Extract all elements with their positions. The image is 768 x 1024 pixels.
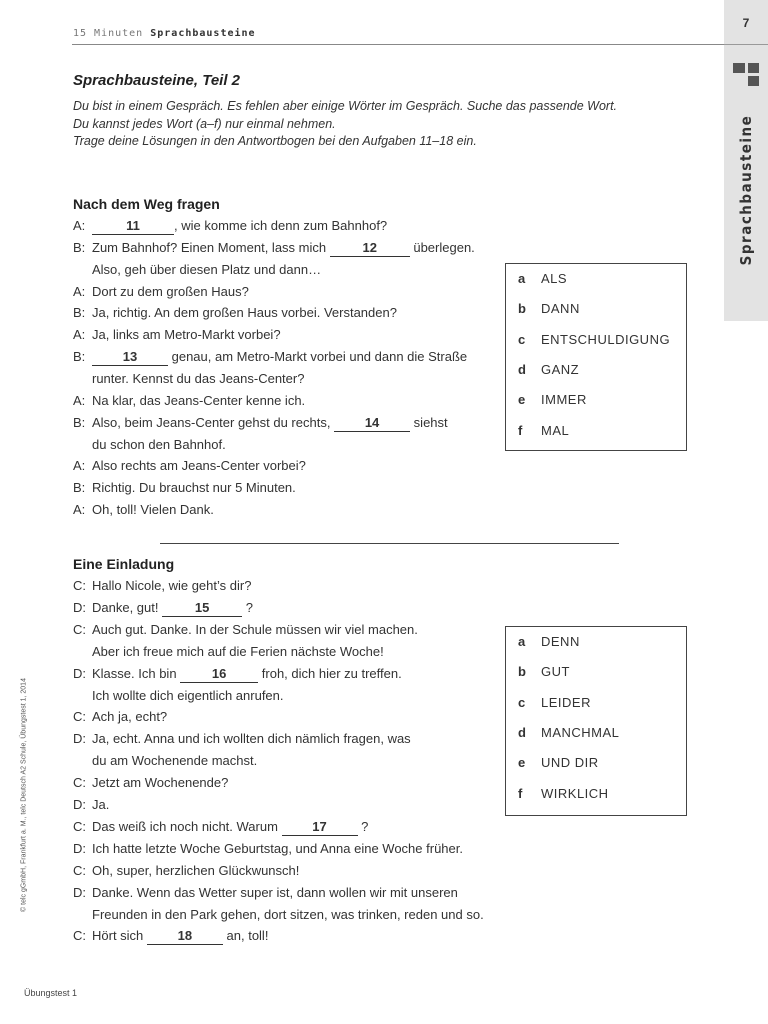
text-before-gap: Danke. Wenn das Wetter super ist, dann wollen wir mit unseren — [92, 884, 458, 900]
line-text — [92, 348, 467, 366]
section-heading-weg: Nach dem Weg fragen — [73, 196, 220, 212]
option-letter: b — [518, 664, 526, 680]
option-word: MANCHMAL — [541, 724, 620, 740]
text-before-gap: Danke, gut! — [92, 599, 163, 615]
speaker-label: D: — [73, 797, 86, 812]
speaker-label: A: — [73, 327, 86, 343]
line-text — [92, 261, 321, 279]
options-box-weg — [505, 263, 687, 451]
instruction-line: Trage deine Lösungen in den Antwortbogen bei den Aufgaben 11–18 ein. — [73, 134, 477, 148]
text-before-gap: Oh, super, herzlichen Glückwunsch! — [92, 862, 300, 878]
line-text — [92, 326, 281, 344]
option-row — [506, 298, 686, 320]
line-text — [92, 796, 109, 814]
option-word: MAL — [541, 422, 570, 438]
text-after-gap: überlegen. — [409, 239, 475, 255]
line-text — [92, 906, 484, 924]
line-text — [92, 774, 228, 792]
line-text — [92, 927, 268, 945]
option-letter: a — [518, 634, 526, 649]
option-word: UND DIR — [541, 755, 599, 771]
instructions — [73, 98, 617, 151]
side-tab-title: Sprachbausteine — [737, 114, 755, 266]
option-letter: c — [518, 331, 526, 347]
text-before-gap: du am Wochenende machst. — [92, 753, 258, 769]
text-before-gap: Aber ich freue mich auf die Ferien nächste Woche! — [92, 643, 384, 659]
text-before-gap: Ach ja, echt? — [92, 709, 168, 725]
speaker-label: A: — [73, 502, 86, 518]
option-letter: f — [518, 785, 523, 801]
line-text — [92, 599, 253, 617]
line-text — [92, 884, 458, 902]
line-text — [92, 239, 475, 257]
text-before-gap: Hallo Nicole, wie geht’s dir? — [92, 578, 252, 593]
option-row — [506, 420, 686, 442]
speaker-label: B: — [73, 349, 86, 365]
text-after-gap: ? — [357, 818, 369, 834]
speaker-label: C: — [73, 775, 86, 791]
text-before-gap: Ja, links am Metro-Markt vorbei? — [92, 327, 281, 343]
text-before-gap: Also, geh über diesen Platz und dann… — [92, 261, 322, 277]
text-before-gap: Oh, toll! Vielen Dank. — [92, 502, 214, 518]
line-text — [92, 370, 304, 388]
line-text — [92, 818, 368, 836]
option-row — [506, 359, 686, 381]
speaker-label: C: — [73, 578, 86, 593]
running-header — [73, 28, 256, 39]
side-tab — [724, 0, 768, 321]
speaker-label: D: — [73, 731, 86, 747]
text-before-gap: Auch gut. Danke. In der Schule müssen wir viel machen. — [92, 621, 418, 637]
text-after-gap: , wie komme ich denn zum Bahnhof? — [174, 218, 388, 233]
text-before-gap: Also, beim Jeans-Center gehst du rechts, — [92, 414, 335, 430]
text-before-gap: Dort zu dem großen Haus? — [92, 283, 249, 299]
text-before-gap: Na klar, das Jeans-Center kenne ich. — [92, 392, 306, 408]
option-row — [506, 722, 686, 744]
option-letter: d — [518, 361, 526, 377]
speaker-label: B: — [73, 480, 86, 496]
speaker-label: C: — [73, 928, 86, 944]
option-letter: a — [518, 271, 526, 286]
line-text — [92, 436, 226, 454]
speaker-label: B: — [73, 305, 86, 321]
line-text — [92, 392, 305, 410]
line-text — [92, 304, 397, 322]
tab-rule — [724, 44, 768, 45]
text-before-gap: Zum Bahnhof? Einen Moment, lass mich — [92, 239, 330, 255]
line-text — [92, 752, 257, 770]
instruction-line: Du bist in einem Gespräch. Es fehlen aber einige Wörter im Gespräch. Suche das passende Wort. — [73, 99, 618, 113]
section-divider — [160, 543, 619, 544]
option-word: GANZ — [541, 361, 580, 377]
option-row — [506, 783, 686, 805]
gap-blank-12: 12 — [330, 240, 410, 257]
header-prefix: 15 Minuten — [73, 28, 144, 39]
text-after-gap: ? — [242, 599, 253, 615]
page-title: Sprachbausteine, Teil 2 — [73, 72, 240, 89]
speaker-label: D: — [73, 884, 86, 900]
page-number: 7 — [742, 16, 750, 30]
line-text — [92, 501, 214, 519]
text-before-gap: Jetzt am Wochenende? — [92, 775, 229, 791]
gap-blank-11: 11 — [92, 218, 174, 235]
gap-blank-18: 18 — [147, 928, 223, 945]
option-letter: b — [518, 301, 526, 317]
line-text — [92, 665, 402, 683]
option-row — [506, 631, 686, 653]
speaker-label: C: — [73, 621, 86, 637]
option-word: LEIDER — [541, 694, 591, 710]
speaker-label: B: — [73, 239, 86, 255]
speaker-label: A: — [73, 218, 86, 233]
line-text — [92, 414, 448, 432]
speaker-label: D: — [73, 840, 86, 856]
option-word: WIRKLICH — [541, 785, 609, 801]
text-after-gap: an, toll! — [222, 928, 269, 944]
line-text — [92, 730, 411, 748]
instruction-line: Du kannst jedes Wort (a–f) nur einmal nehmen. — [73, 116, 336, 131]
text-after-gap: genau, am Metro-Markt vorbei und dann die Straße — [168, 349, 468, 365]
option-word: DENN — [541, 634, 580, 649]
line-text — [92, 457, 306, 475]
text-before-gap: Klasse. Ich bin — [92, 665, 181, 681]
text-before-gap: Ich hatte letzte Woche Geburtstag, und Anna eine Woche früher. — [92, 840, 463, 856]
option-word: IMMER — [541, 392, 587, 408]
line-text — [92, 217, 387, 235]
text-after-gap: froh, dich hier zu treffen. — [258, 665, 402, 681]
speaker-label: B: — [73, 414, 86, 430]
text-before-gap: du schon den Bahnhof. — [92, 436, 226, 452]
text-after-gap: siehst — [410, 414, 448, 430]
text-before-gap: Ja. — [92, 797, 110, 812]
option-row — [506, 661, 686, 683]
option-letter: e — [518, 392, 526, 408]
gap-blank-15: 15 — [162, 600, 242, 617]
text-before-gap: Ja, echt. Anna und ich wollten dich nämlich fragen, was — [92, 731, 411, 747]
option-letter: e — [518, 755, 526, 771]
line-text — [92, 687, 284, 705]
header-section: Sprachbausteine — [150, 28, 256, 39]
text-before-gap: Hört sich — [92, 928, 147, 944]
option-row — [506, 329, 686, 351]
option-word: GUT — [541, 664, 570, 680]
line-text — [92, 283, 249, 301]
option-word: DANN — [541, 301, 580, 317]
option-letter: d — [518, 724, 526, 740]
text-before-gap: Ich wollte dich eigentlich anrufen. — [92, 687, 284, 703]
text-before-gap: Das weiß ich noch nicht. Warum — [92, 818, 282, 834]
option-word: ALS — [541, 271, 568, 286]
header-rule — [72, 44, 724, 45]
option-letter: f — [518, 422, 523, 438]
option-row — [506, 692, 686, 714]
speaker-label: C: — [73, 818, 86, 834]
option-row — [506, 268, 686, 290]
speaker-label: C: — [73, 709, 86, 725]
text-before-gap: Richtig. Du brauchst nur 5 Minuten. — [92, 480, 296, 496]
options-box-einladung — [505, 626, 687, 816]
gap-blank-17: 17 — [282, 819, 358, 836]
text-before-gap: runter. Kennst du das Jeans-Center? — [92, 370, 305, 386]
line-text — [92, 643, 384, 661]
option-row — [506, 389, 686, 411]
option-word: ENTSCHULDIGUNG — [541, 331, 671, 347]
speaker-label: C: — [73, 862, 86, 878]
speaker-label: A: — [73, 392, 86, 408]
speaker-label: D: — [73, 665, 86, 681]
text-before-gap: Also rechts am Jeans-Center vorbei? — [92, 458, 306, 474]
line-text — [92, 862, 299, 880]
text-before-gap: Ja, richtig. An dem großen Haus vorbei. Verstanden? — [92, 305, 397, 321]
line-text — [92, 621, 418, 639]
speaker-label: A: — [73, 283, 86, 299]
copyright-notice: © telc gGmbH, Frankfurt a. M., telc Deutsch A2 Schule, Übungstest 1, 2014 — [20, 678, 28, 912]
option-letter: c — [518, 694, 526, 710]
line-text — [92, 840, 463, 858]
line-text — [92, 577, 251, 595]
option-row — [506, 752, 686, 774]
gap-blank-16: 16 — [180, 666, 258, 683]
speaker-label: D: — [73, 599, 86, 615]
line-text — [92, 708, 167, 726]
speaker-label: A: — [73, 458, 86, 474]
gap-blank-13: 13 — [92, 349, 168, 366]
text-before-gap: Freunden in den Park gehen, dort sitzen, was trinken, reden und so. — [92, 906, 484, 922]
gap-blank-14: 14 — [334, 415, 410, 432]
page-footer: Übungstest 1 — [24, 988, 78, 998]
section-heading-einladung: Eine Einladung — [73, 556, 175, 572]
line-text — [92, 479, 296, 497]
